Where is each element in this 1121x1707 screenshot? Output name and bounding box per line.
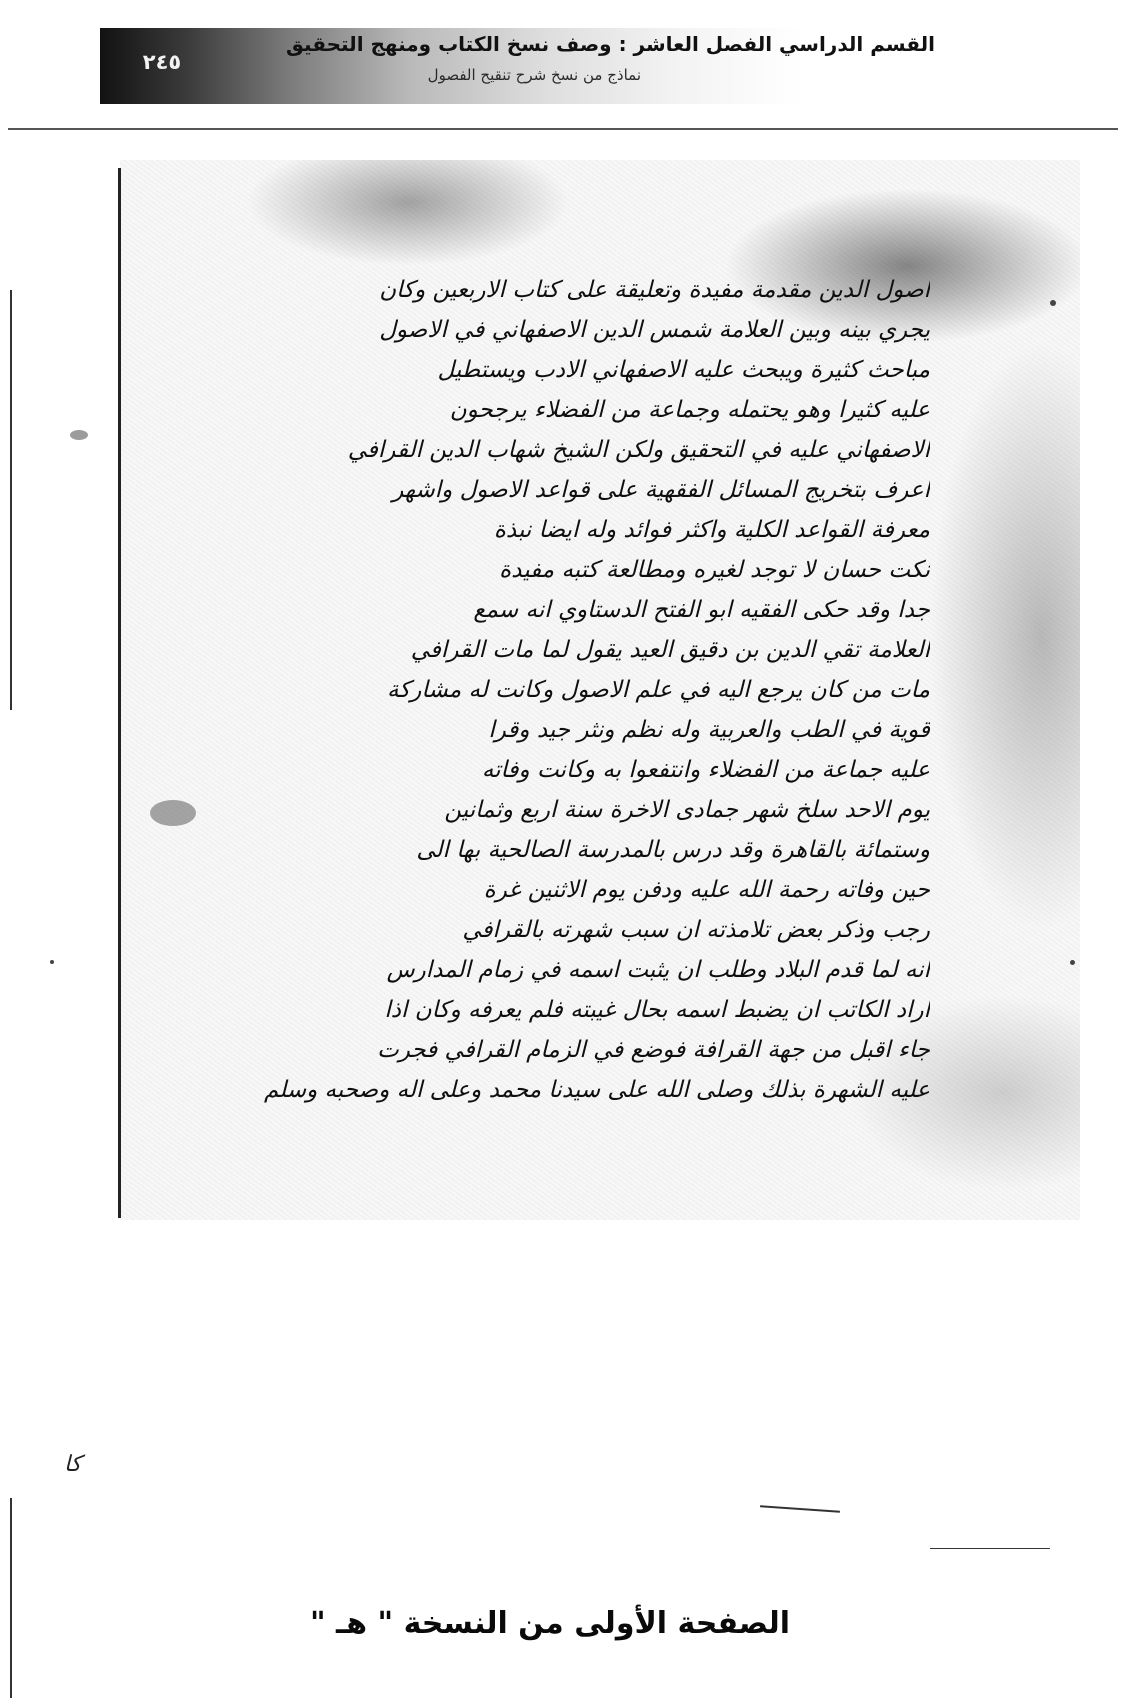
manuscript-line: يوم الاحد سلخ شهر جمادى الاخرة سنة اربع وثمانين [444, 797, 930, 823]
manuscript-line: قوية في الطب والعربية وله نظم ونثر جيد وقرا [488, 717, 930, 743]
page-number: ٢٤٥ [142, 50, 182, 74]
left-margin-rule [10, 290, 12, 710]
scan-stroke [930, 1548, 1050, 1549]
manuscript-line: يجري بينه وبين العلامة شمس الدين الاصفهاني في الاصول [379, 317, 930, 343]
manuscript-line: اصول الدين مقدمة مفيدة وتعليقة على كتاب الاربعين وكان [379, 277, 930, 303]
scan-speck [50, 960, 54, 964]
scan-speck [1050, 300, 1056, 306]
manuscript-line: معرفة القواعد الكلية واكثر فوائد وله ايضا نبذة [493, 517, 930, 543]
manuscript-line: رجب وذكر بعض تلامذته ان سبب شهرته بالقرافي [462, 917, 930, 943]
manuscript-line: حين وفاته رحمة الله عليه ودفن يوم الاثنين غرة [483, 877, 930, 903]
left-margin-rule [10, 1498, 12, 1698]
scan-speck [70, 430, 88, 440]
manuscript-line: مات من كان يرجع اليه في علم الاصول وكانت له مشاركة [386, 677, 930, 703]
manuscript-line: وستمائة بالقاهرة وقد درس بالمدرسة الصالحية بها الى [416, 837, 930, 863]
manuscript-line: اراد الكاتب ان يضبط اسمه بحال غيبته فلم يعرفه وكان اذا [384, 997, 930, 1023]
margin-handwriting: ﮐﺎ [64, 1452, 82, 1477]
manuscript-line: جدا وقد حكى الفقيه ابو الفتح الدستاوي انه سمع [473, 597, 930, 623]
manuscript-line: اعرف بتخريج المسائل الفقهية على قواعد الاصول واشهر [392, 477, 930, 503]
scan-speck [150, 800, 196, 826]
manuscript-line: جاء اقبل من جهة القرافة فوضع في الزمام القرافي فجرت [377, 1037, 930, 1063]
manuscript-text [240, 270, 930, 1110]
manuscript-line: عليه كثيرا وهو يحتمله وجماعة من الفضلاء يرجحون [449, 397, 930, 423]
scan-stroke [760, 1505, 840, 1513]
manuscript-line: عليه الشهرة بذلك وصلى الله على سيدنا محمد وعلى اله وصحبه وسلم [263, 1077, 930, 1103]
manuscript-line: انه لما قدم البلاد وطلب ان يثبت اسمه في زمام المدارس [386, 957, 930, 983]
manuscript-line: عليه جماعة من الفضلاء وانتفعوا به وكانت وفاته [481, 757, 930, 783]
manuscript-line: العلامة تقي الدين بن دقيق العيد يقول لما مات القرافي [410, 637, 930, 663]
scan-speck [1070, 960, 1075, 965]
figure-caption: الصفحة الأولى من النسخة " هـ " [309, 1606, 791, 1641]
manuscript-line: الاصفهاني عليه في التحقيق ولكن الشيخ شهاب الدين القرافي [347, 437, 930, 463]
header-divider [8, 128, 1118, 130]
manuscript-line: مباحث كثيرة ويبحث عليه الاصفهاني الادب ويستطيل [437, 357, 930, 383]
running-header-subtitle: نماذج من نسخ شرح تنقيح الفصول [427, 66, 641, 84]
manuscript-line: نكت حسان لا توجد لغيره ومطالعة كتبه مفيدة [499, 557, 930, 583]
scan-left-edge [118, 168, 121, 1218]
running-header-title: القسم الدراسي الفصل العاشر : وصف نسخ الكتاب ومنهج التحقيق [286, 32, 935, 56]
